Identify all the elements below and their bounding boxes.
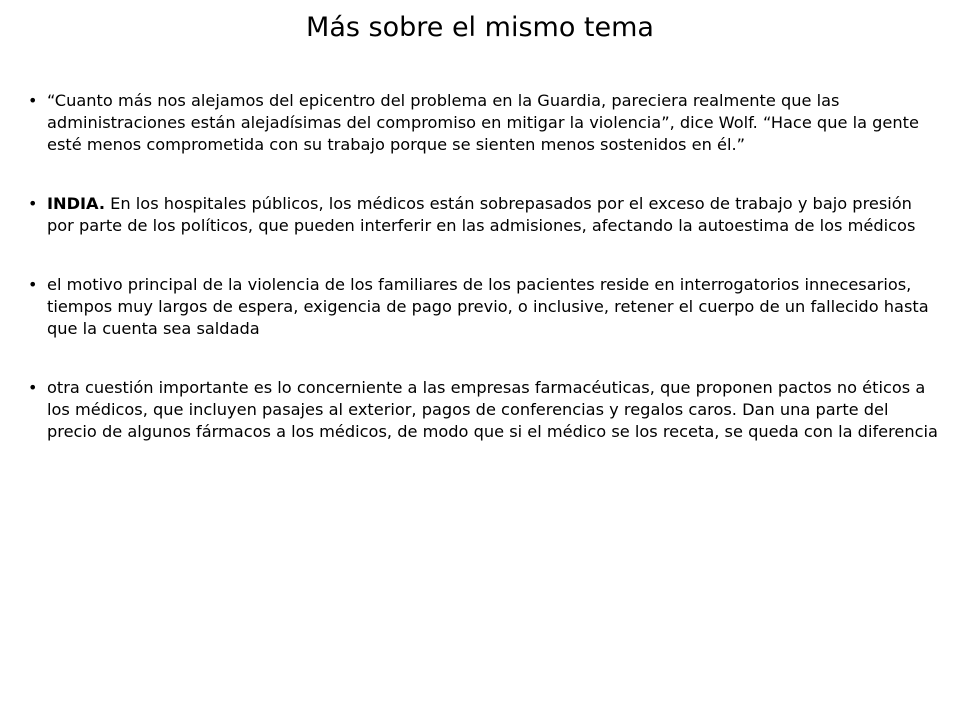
bullet-item-wolf-quote <box>28 90 938 156</box>
bullet-dot-icon: • <box>28 194 38 213</box>
bullet-lead-india: INDIA. <box>47 194 106 213</box>
slide-title: Más sobre el mismo tema <box>306 12 654 43</box>
bullet-dot-icon: • <box>28 378 38 397</box>
bullet-text: “Cuanto más nos alejamos del epicentro del problema en la Guardia, pareciera realmente que las administraciones están alejadísimas del compromiso en mitigar la violencia”, dice Wolf. “Hace que la gente esté menos comprometida con su trabajo porque se sienten menos sostenidos en él.” <box>47 91 919 154</box>
bullet-text: En los hospitales públicos, los médicos están sobrepasados por el exceso de trabajo y bajo presión por parte de los políticos, que pueden interferir en las admisiones, afectando la autoestima de los médicos <box>47 194 916 235</box>
bullet-item-violence-motive <box>28 274 938 340</box>
bullet-item-india <box>28 193 938 237</box>
bullet-text: el motivo principal de la violencia de los familiares de los pacientes reside en interrogatorios innecesarios, tiempos muy largos de espera, exigencia de pago previo, o inclusive, retener el cuerpo de un fallecido hasta que la cuenta sea saldada <box>47 275 929 338</box>
bullet-text: otra cuestión importante es lo concerniente a las empresas farmacéuticas, que proponen pactos no éticos a los médicos, que incluyen pasajes al exterior, pagos de conferencias y regalos caros. Dan una parte del precio de algunos fármacos a los médicos, de modo que si el médico se los receta, se queda con la diferencia <box>47 378 938 441</box>
bullet-dot-icon: • <box>28 275 38 294</box>
bullet-dot-icon: • <box>28 91 38 110</box>
bullet-list <box>28 90 938 443</box>
bullet-item-pharma <box>28 377 938 443</box>
